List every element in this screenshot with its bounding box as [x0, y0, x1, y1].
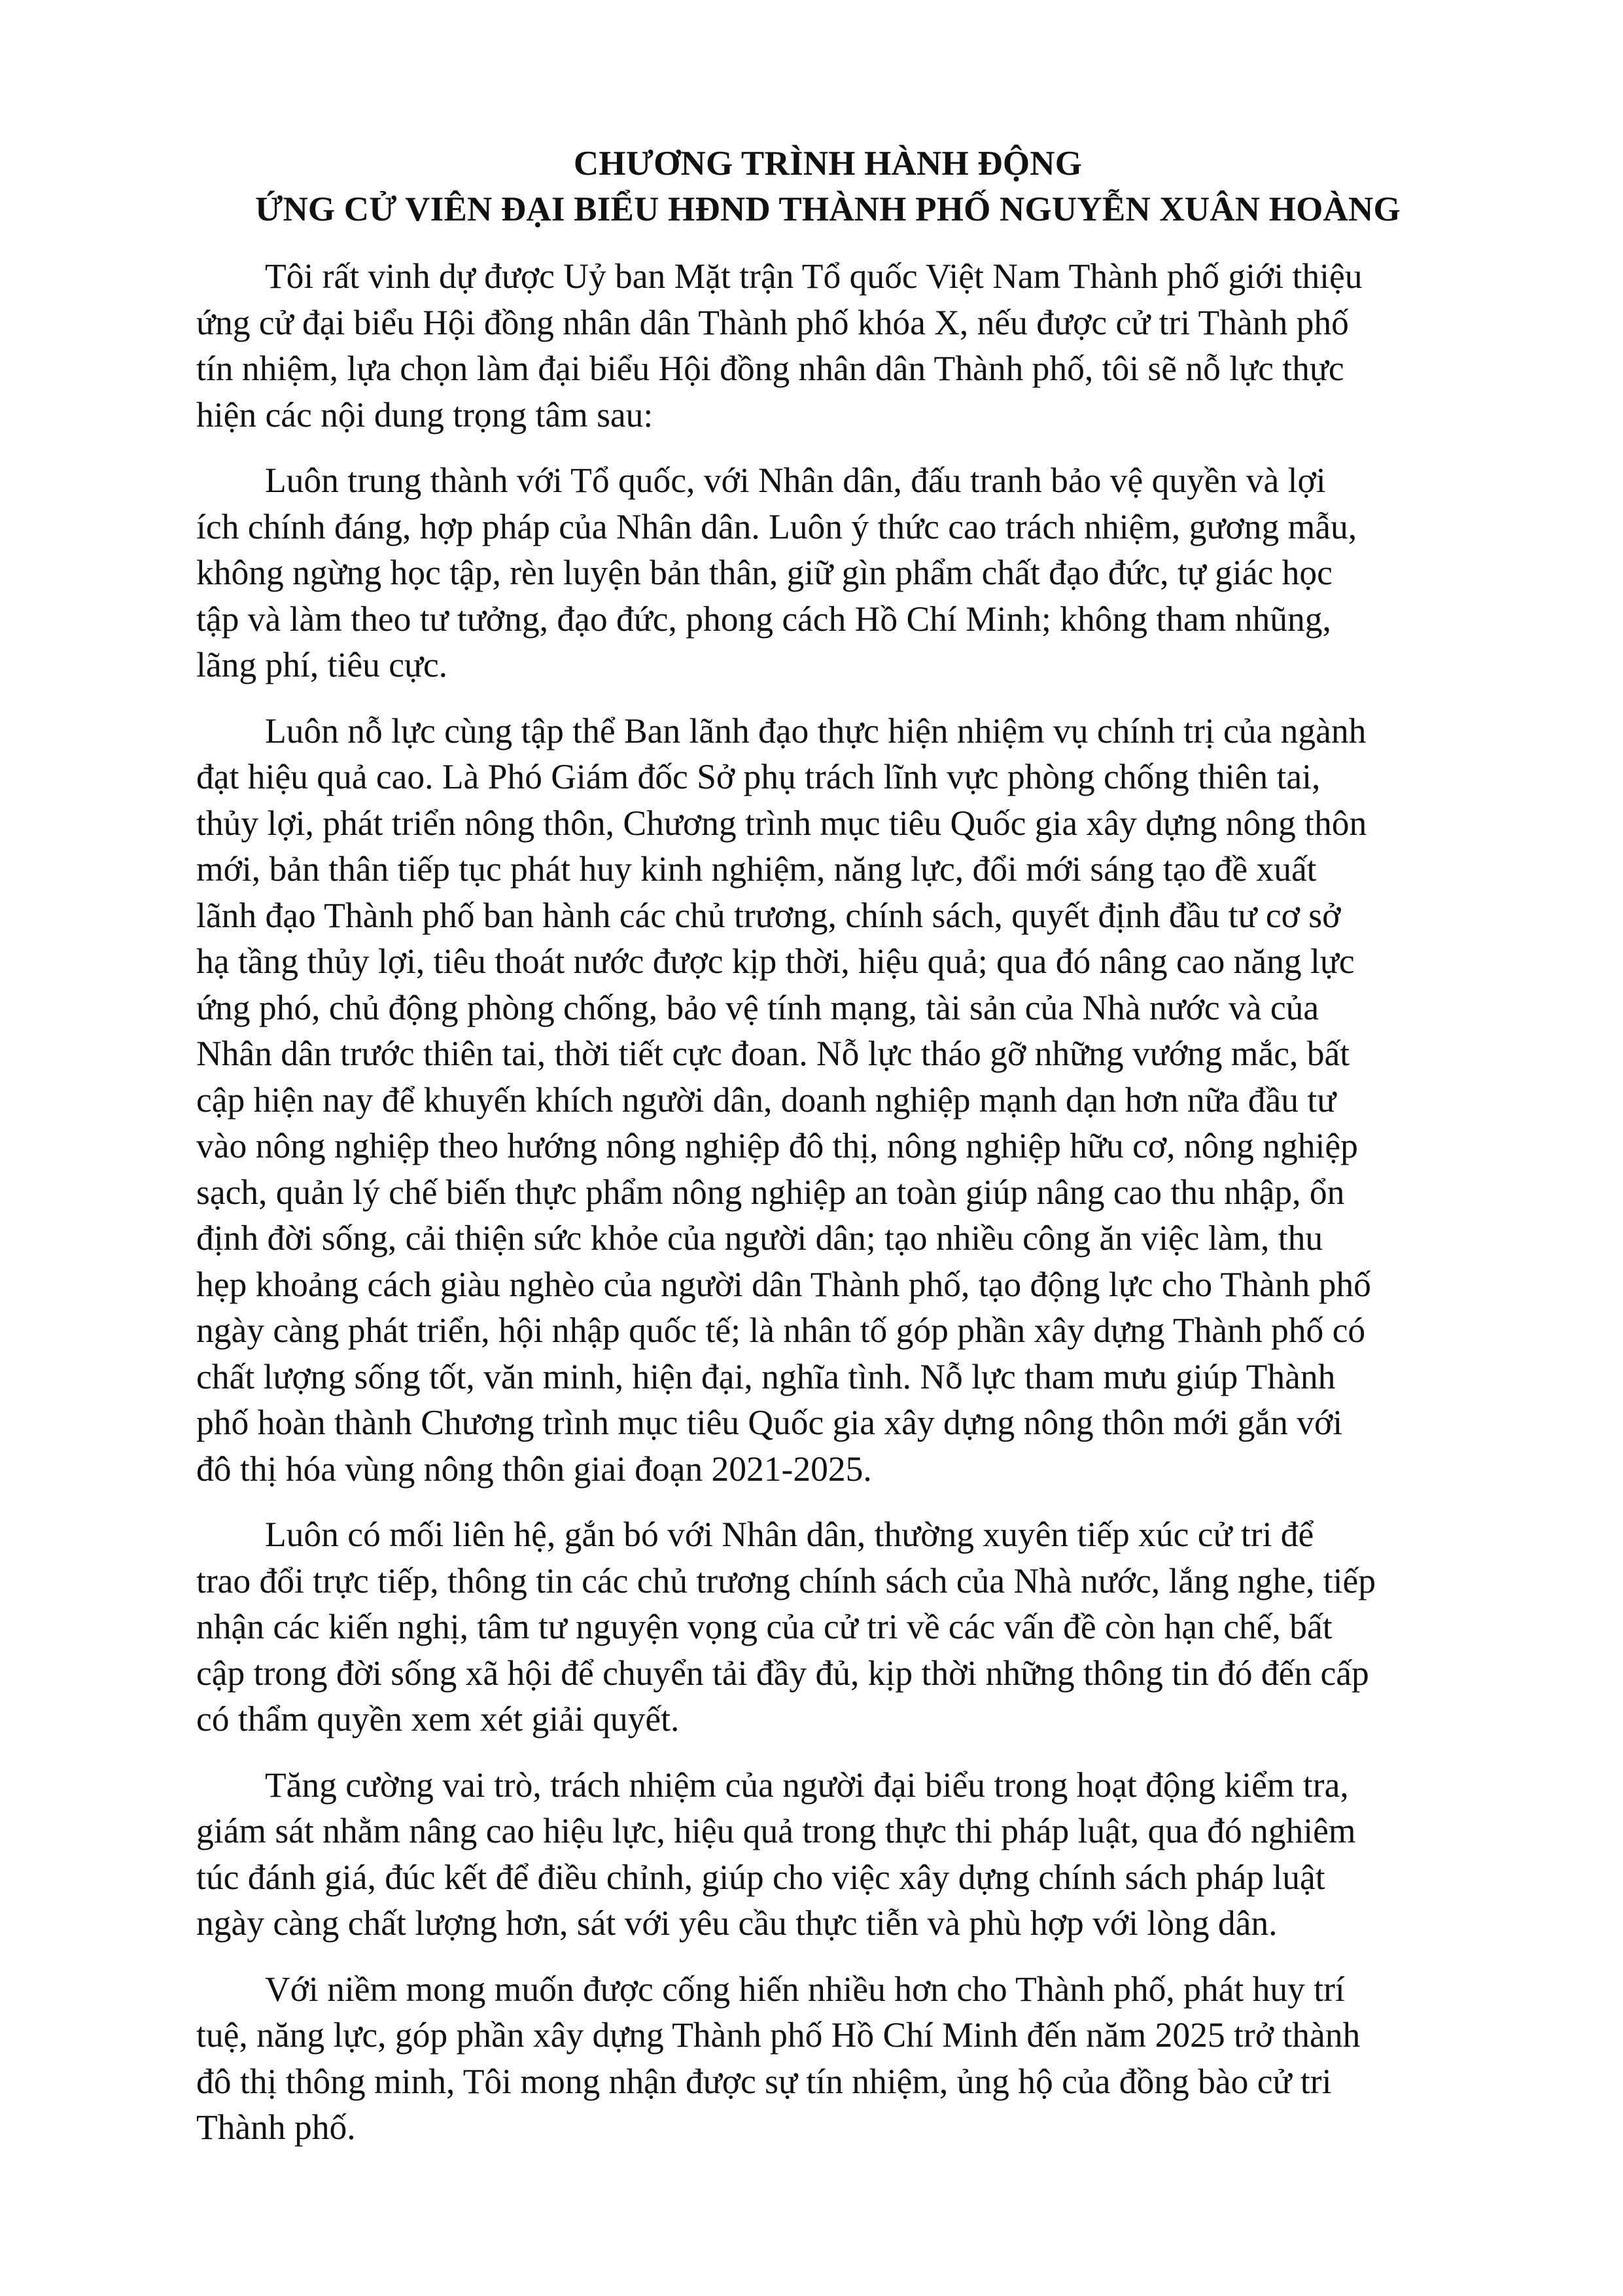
paragraph-line: ứng phó, chủ động phòng chống, bảo vệ tính mạng, tài sản của Nhà nước và của: [196, 987, 1319, 1027]
paragraph-line: Tăng cường vai trò, trách nhiệm của người đại biểu trong hoạt động kiểm tra,: [265, 1765, 1349, 1805]
document-title: [196, 141, 1459, 232]
paragraph-line: trao đổi trực tiếp, thông tin các chủ trương chính sách của Nhà nước, lắng nghe, tiếp: [196, 1561, 1376, 1600]
paragraph-line: đô thị thông minh, Tôi mong nhận được sự tín nhiệm, ủng hộ của đồng bào cử tri: [196, 2061, 1332, 2101]
paragraph-line: tuệ, năng lực, góp phần xây dựng Thành phố Hồ Chí Minh đến năm 2025 trở thành: [196, 2015, 1361, 2055]
paragraph-line: hiện các nội dung trọng tâm sau:: [196, 395, 654, 434]
paragraph-line: mới, bản thân tiếp tục phát huy kinh nghiệm, năng lực, đổi mới sáng tạo đề xuất: [196, 849, 1317, 889]
paragraph-line: Tôi rất vinh dự được Uỷ ban Mặt trận Tổ quốc Việt Nam Thành phố giới thiệu: [265, 256, 1363, 296]
paragraph-line: không ngừng học tập, rèn luyện bản thân, giữ gìn phẩm chất đạo đức, tự giác học: [196, 553, 1333, 592]
paragraph-line: hạ tầng thủy lợi, tiêu thoát nước được kịp thời, hiệu quả; qua đó nâng cao năng lực: [196, 942, 1355, 981]
paragraph-closing: [196, 1966, 1459, 2151]
paragraph-supervision: [196, 1762, 1459, 1947]
paragraph-line: Luôn trung thành với Tổ quốc, với Nhân dân, đấu tranh bảo vệ quyền và lợi: [265, 461, 1326, 500]
paragraph-line: sạch, quản lý chế biến thực phẩm nông nghiệp an toàn giúp nâng cao thu nhập, ổn: [196, 1172, 1345, 1212]
paragraph-intro: [196, 253, 1459, 438]
paragraph-line: Nhân dân trước thiên tai, thời tiết cực đoan. Nỗ lực tháo gỡ những vướng mắc, bất: [196, 1034, 1350, 1073]
paragraph-line: Với niềm mong muốn được cống hiến nhiều hơn cho Thành phố, phát huy trí: [265, 1969, 1345, 2009]
paragraph-line: lãnh đạo Thành phố ban hành các chủ trương, chính sách, quyết định đầu tư cơ sở: [196, 895, 1341, 935]
paragraph-line: ứng cử đại biểu Hội đồng nhân dân Thành phố khóa X, nếu được cử tri Thành phố: [196, 302, 1349, 342]
paragraph-duties: [196, 708, 1459, 1492]
paragraph-voter-contact: [196, 1511, 1459, 1742]
paragraph-line: nhận các kiến nghị, tâm tư nguyện vọng của cử tri về các vấn đề còn hạn chế, bất: [196, 1607, 1333, 1646]
title-line-1: CHƯƠNG TRÌNH HÀNH ĐỘNG: [573, 145, 1083, 183]
paragraph-line: Thành phố.: [196, 2108, 356, 2147]
paragraph-line: cập hiện nay để khuyến khích người dân, doanh nghiệp mạnh dạn hơn nữa đầu tư: [196, 1080, 1336, 1120]
paragraph-line: thủy lợi, phát triển nông thôn, Chương trình mục tiêu Quốc gia xây dựng nông thôn: [196, 803, 1367, 843]
paragraph-line: ngày càng phát triển, hội nhập quốc tế; là nhân tố góp phần xây dựng Thành phố có: [196, 1311, 1366, 1350]
paragraph-line: tập và làm theo tư tưởng, đạo đức, phong cách Hồ Chí Minh; không tham nhũng,: [196, 599, 1331, 639]
paragraph-line: túc đánh giá, đúc kết để điều chỉnh, giúp cho việc xây dựng chính sách pháp luật: [196, 1857, 1325, 1897]
title-line-2: ỨNG CỬ VIÊN ĐẠI BIỂU HĐND THÀNH PHỐ NGUYỄN XUÂN HOÀNG: [255, 190, 1401, 228]
paragraph-line: chất lượng sống tốt, văn minh, hiện đại, nghĩa tình. Nỗ lực tham mưu giúp Thành: [196, 1356, 1336, 1396]
paragraph-line: vào nông nghiệp theo hướng nông nghiệp đô thị, nông nghiệp hữu cơ, nông nghiệp: [196, 1126, 1358, 1165]
paragraph-line: ngày càng chất lượng hơn, sát với yêu cầu thực tiễn và phù hợp với lòng dân.: [196, 1903, 1278, 1943]
paragraph-line: Luôn nỗ lực cùng tập thể Ban lãnh đạo thực hiện nhiệm vụ chính trị của ngành: [265, 711, 1367, 751]
paragraph-loyalty: [196, 457, 1459, 688]
paragraph-line: đạt hiệu quả cao. Là Phó Giám đốc Sở phụ trách lĩnh vực phòng chống thiên tai,: [196, 757, 1321, 796]
paragraph-line: hẹp khoảng cách giàu nghèo của người dân Thành phố, tạo động lực cho Thành phố: [196, 1264, 1371, 1304]
paragraph-line: có thẩm quyền xem xét giải quyết.: [196, 1699, 680, 1739]
paragraph-line: tín nhiệm, lựa chọn làm đại biểu Hội đồng nhân dân Thành phố, tôi sẽ nỗ lực thực: [196, 349, 1344, 388]
paragraph-line: đô thị hóa vùng nông thôn giai đoạn 2021-2025.: [196, 1449, 872, 1489]
paragraph-line: cập trong đời sống xã hội để chuyển tải đầy đủ, kịp thời những thông tin đó đến cấp: [196, 1653, 1369, 1693]
paragraph-line: Luôn có mối liên hệ, gắn bó với Nhân dân, thường xuyên tiếp xúc cử tri để: [265, 1515, 1314, 1554]
paragraph-line: lãng phí, tiêu cực.: [196, 645, 448, 684]
paragraph-line: định đời sống, cải thiện sức khỏe của người dân; tạo nhiều công ăn việc làm, thu: [196, 1218, 1323, 1258]
paragraph-line: ích chính đáng, hợp pháp của Nhân dân. Luôn ý thức cao trách nhiệm, gương mẫu,: [196, 506, 1357, 546]
document-body: [196, 253, 1459, 2151]
paragraph-line: phố hoàn thành Chương trình mục tiêu Quốc gia xây dựng nông thôn mới gắn với: [196, 1403, 1343, 1442]
paragraph-line: giám sát nhằm nâng cao hiệu lực, hiệu quả trong thực thi pháp luật, qua đó nghiêm: [196, 1811, 1356, 1850]
